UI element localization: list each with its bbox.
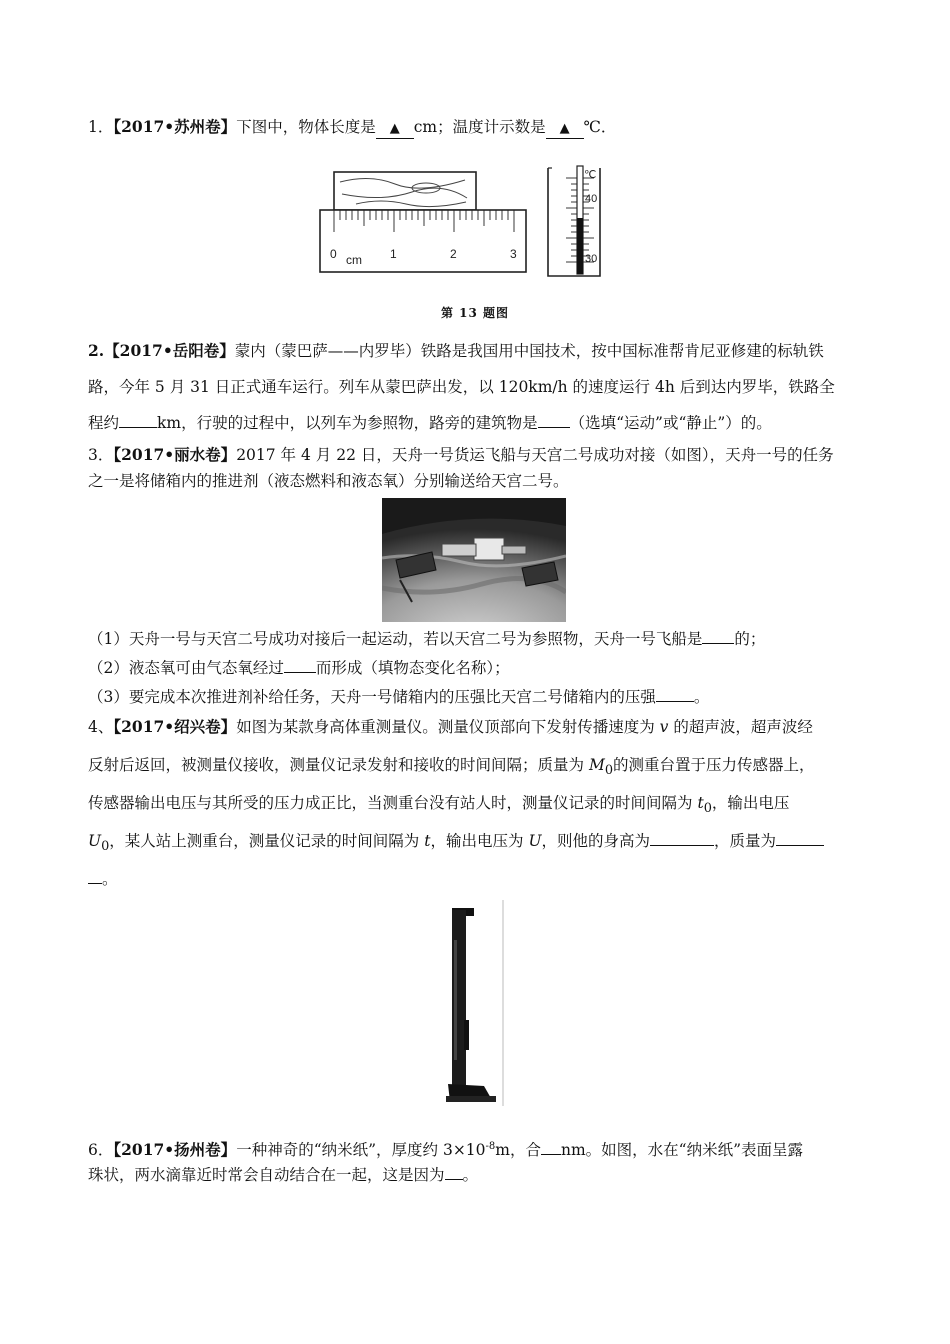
spacecraft-docking-photo [382,498,566,622]
thermometer [548,166,600,276]
answer-blank[interactable] [284,672,316,673]
answer-blank[interactable] [119,427,157,428]
question-source: 【2017•扬州卷】 [113,1140,237,1160]
answer-blank[interactable] [656,701,694,702]
ruler [320,210,526,272]
thermometer-unit: ℃ [584,169,597,181]
question-number: 1． [88,118,114,136]
answer-blank-mass[interactable] [776,845,824,846]
question-3-sub-2: （2）液态氧可由气态氧经过 而形成（填物态变化名称）； [88,659,510,677]
answer-blank[interactable]: ▲ [546,120,584,139]
question-2: 2.【2017•岳阳卷】蒙内（蒙巴萨——内罗毕）铁路是我国用中国技术，按中国标准帮肯尼亚修建的标轨铁 [88,341,824,360]
answer-blank[interactable]: ▲ [376,120,414,139]
figure-caption: 第 13 题图 [440,306,510,320]
question-2-line: 程约 km，行驶的过程中，以列车为参照物，路旁的建筑物是 （选填“运动”或“静止”）的。 [88,414,772,432]
answer-blank[interactable] [702,643,734,644]
question-6-line: 珠状，两水滴靠近时常会自动结合在一起，这是因为 。 [88,1166,479,1184]
question-source: 【2017•丽水卷】 [113,445,237,464]
height-weight-meter-figure [440,900,506,1108]
question-source: 【2017•苏州卷】 [113,117,237,136]
question-source: 2.【2017•岳阳卷】 [88,341,235,360]
question-4-line: 反射后返回，被测量仪接收，测量仪记录发射和接收的时间间隔；质量为 $M_0$的测重台置于压力传感器上， [88,756,815,779]
ruler-label: 3 [510,247,517,261]
ruler-label: 0 [330,247,337,261]
answer-blank[interactable] [541,1154,561,1155]
wooden-block [334,172,476,210]
question-6: 6．【2017•扬州卷】一种神奇的“纳米纸”，厚度约 $3\times 10^{-8}m$，合 nm。如图，水在“纳米纸”表面呈露 [88,1140,804,1160]
question-source: 【2017•绍兴卷】 [113,717,237,736]
thermometer-label: 40 [585,193,598,205]
question-1: 1．【2017•苏州卷】下图中，物体长度是 ▲ cm；温度计示数是 ▲ ℃． [88,116,878,139]
ruler-label: 1 [390,247,397,261]
answer-blank-mass-continued[interactable] [88,883,102,884]
question-2-line: 路，今年 5 月 31 日正式通车运行。列车从蒙巴萨出发，以 120km/h 的速度运行 4h 后到达内罗毕，铁路全 [88,378,835,396]
ruler-label: 2 [450,247,457,261]
question-3-line: 之一是将储箱内的推进剂（液态燃料和液态氧）分别输送给天宫二号。 [88,472,569,490]
question-4-line: $U_0$，某人站上测重台，测量仪记录的时间间隔为 t，输出电压为 U，则他的身高为 ，质量为 [88,830,878,858]
question-4-line: 传感器输出电压与其所受的压力成正比，当测重台没有站人时，测量仪记录的时间间隔为 $t_0$，输出电压 [88,794,790,817]
ruler-thermometer-figure [316,148,606,282]
answer-blank-height[interactable] [650,845,714,846]
question-number: 6． [88,1141,114,1160]
answer-blank[interactable] [445,1179,463,1180]
question-4: 4、【2017•绍兴卷】如图为某款身高体重测量仪。测量仪顶部向下发射传播速度为 v 的超声波，超声波经 [88,717,813,736]
ruler-label: cm [346,253,362,267]
question-3: 3．【2017•丽水卷】2017 年 4 月 22 日，天舟一号货运飞船与天宫二号成功对接（如图），天舟一号的任务 [88,445,834,464]
question-number: 3． [88,446,114,464]
question-3-sub-3: （3）要完成本次推进剂补给任务，天舟一号储箱内的压强比天宫二号储箱内的压强 。 [88,688,710,706]
question-number: 4、 [88,718,114,736]
answer-blank[interactable] [538,427,570,428]
question-4-line: 。 [88,868,878,890]
thermometer-label: 30 [585,253,598,265]
question-3-sub-1: （1）天舟一号与天宫二号成功对接后一起运动，若以天宫二号为参照物，天舟一号飞船是 的； [88,630,766,648]
